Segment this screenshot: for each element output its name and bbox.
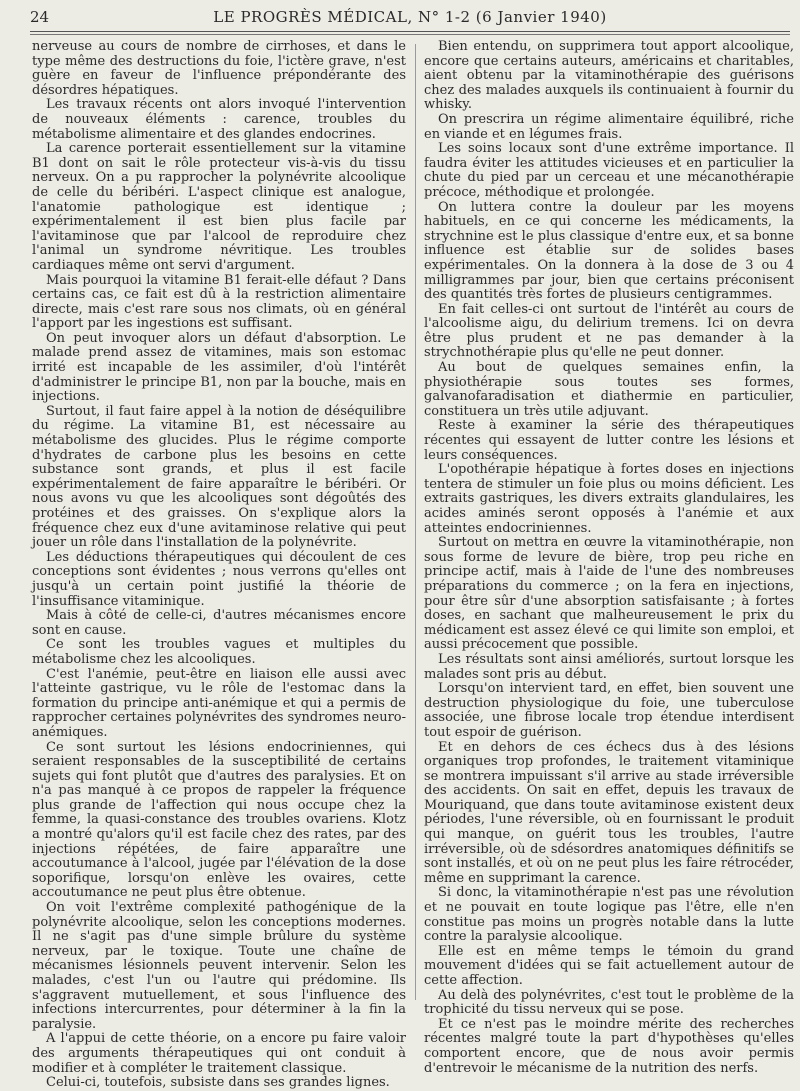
right-column bbox=[424, 39, 794, 1076]
paragraph: On peut invoquer alors un défaut d'absorption. Le malade prend assez de vitamines, mais son estomac irrité est incapable de les assimiler, d'où l'intérêt d'administrer le principe B1, non par la bouche, mais en injections. bbox=[32, 330, 406, 405]
paragraph: Ce sont surtout les lésions endocriniennes, qui seraient responsables de la susceptibilité de certains sujets qui font plutôt que d'autres des paralysies. Et on n'a pas manqué à ce propos de rappeler la fréquence plus grande de l'affection qui nous occupe chez la femme, la quasi-constance des troubles ovariens. Klotz a montré qu'alors qu'il est facile chez des rates, par des injections répétées, de faire apparaître une accoutumance à l'alcool, jugée par l'élévation de la dose soporifique, lorsqu'on enlève les ovaires, cette accoutumance ne peut plus être obtenue. bbox=[32, 739, 406, 901]
column-divider bbox=[415, 44, 416, 1000]
paragraph: On voit l'extrême complexité pathogénique de la polynévrite alcoolique, selon les conceptions modernes. Il ne s'agit pas d'une simple brûlure du système nerveux, par le toxique. Toute une chaîne de mécanismes lésionnels peuvent intervenir. Selon les malades, c'est l'un ou l'autre qui prédomine. Ils s'aggravent mutuellement, et sous l'influence des infections intercurrentes, pour déterminer à la fin la paralysie. bbox=[32, 900, 406, 1032]
running-header bbox=[30, 6, 790, 28]
paragraph: Si donc, la vitaminothérapie n'est pas une révolution et ne pouvait en toute logique pas l'être, elle n'en constitue pas moins un progrès notable dans la lutte contre la paralysie alcoolique. bbox=[424, 885, 794, 945]
header-rule bbox=[30, 31, 790, 32]
paragraph: Les déductions thérapeutiques qui découlent de ces conceptions sont évidentes ; nous verrons qu'elles ont jusqu'à un certain point justifié la théorie de l'insuffisance vitaminique. bbox=[32, 549, 406, 609]
paragraph: Surtout on mettra en œuvre la vitaminothérapie, non sous forme de levure de bière, trop peu riche en principe actif, mais à l'aide de l'une des nombreuses préparations du commerce ; on la fera en injections, pour être sûr d'une absorption satisfaisante ; à fortes doses, en sachant que malheureusement le prix du médicament est assez élevé ce qui limite son emploi, et aussi précocement que possible. bbox=[424, 535, 794, 653]
paragraph: Les travaux récents ont alors invoqué l'intervention de nouveaux éléments : carence, troubles du métabolisme alimentaire et des glandes endocrines. bbox=[32, 97, 406, 142]
paragraph: A l'appui de cette théorie, on a encore pu faire valoir des arguments thérapeutiques qui ont conduit à modifier et à compléter le traitement classique. bbox=[32, 1031, 406, 1076]
paragraph: Reste à examiner la série des thérapeutiques récentes qui essayent de lutter contre les lésions et leurs conséquences. bbox=[424, 418, 794, 463]
paragraph: Celui-ci, toutefois, subsiste dans ses grandes lignes. bbox=[46, 1075, 390, 1091]
paragraph: Bien entendu, on supprimera tout apport alcoolique, encore que certains auteurs, américains et charitables, aient obtenu par la vitaminothérapie des guérisons chez des malades auxquels ils continuaient à fournir du whisky. bbox=[424, 39, 794, 113]
journal-title: LE PROGRÈS MÉDICAL, N° 1-2 (6 Janvier 1940) bbox=[213, 8, 607, 26]
left-column bbox=[32, 39, 406, 1091]
paragraph: Et en dehors de ces échecs dus à des lésions organiques trop profondes, le traitement vitaminique se montrera impuissant s'il arrive au stade irréversible des accidents. On sait en effet, depuis les travaux de Mouriquand, que dans toute avitaminose existent deux périodes, l'une réversible, où en fournissant le produit qui manque, on guérit tous les troubles, l'autre irréversible, où de sdésordres anatomiques définitifs se sont installés, et où on ne peut plus les faire rétrocéder, même en supprimant la carence. bbox=[424, 739, 794, 886]
paragraph: En fait celles-ci ont surtout de l'intérêt au cours de l'alcoolisme aigu, du delirium tremens. Ici on devra être plus prudent et ne pas demander à la strychnothérapie plus qu'elle ne peut donner. bbox=[424, 301, 794, 361]
paragraph: Elle est en même temps le témoin du grand mouvement d'idées qui se fait actuellement autour de cette affection. bbox=[424, 943, 794, 988]
paragraph: Au bout de quelques semaines enfin, la physiothérapie sous toutes ses formes, galvanofaradisation et diathermie en particulier, constituera un très utile adjuvant. bbox=[424, 360, 794, 419]
paragraph: nerveuse au cours de nombre de cirrhoses, et dans le type même des destructions du foie, l'ictère grave, n'est guère en faveur de l'influence prépondérante des désordres hépatiques. bbox=[32, 39, 406, 98]
paragraph: On luttera contre la douleur par les moyens habituels, en ce qui concerne les médicaments, la strychnine est le plus classique d'entre eux, et sa bonne influence est établie sur de solides bases expérimentales. On la donnera à la dose de 3 ou 4 milligrammes par jour, bien que certains préconisent des quantités très fortes de plusieurs centigrammes. bbox=[424, 199, 794, 303]
header-rule-thin bbox=[30, 34, 790, 35]
paragraph: Mais pourquoi la vitamine B1 ferait-elle défaut ? Dans certains cas, ce fait est dû à la restriction alimentaire directe, mais c'est rare sous nos climats, où en général l'apport par les ingestions est suffisant. bbox=[32, 272, 406, 332]
paragraph: C'est l'anémie, peut-être en liaison elle aussi avec l'atteinte gastrique, vu le rôle de l'estomac dans la formation du principe anti-anémique et qui a permis de rapprocher certaines polynévrites des syndromes neuro-anémiques. bbox=[32, 666, 406, 740]
paragraph: La carence porterait essentiellement sur la vitamine B1 dont on sait le rôle protecteur vis-à-vis du tissu nerveux. On a pu rapprocher la polynévrite alcoolique de celle du béribéri. L'aspect clinique est analogue, l'anatomie pathologique est identique ; expérimentalement il est bien plus facile par l'avitaminose que par l'alcool de reproduire chez l'animal un syndrome névritique. Les troubles cardiaques même ont servi d'argument. bbox=[32, 141, 406, 273]
paragraph: Les soins locaux sont d'une extrême importance. Il faudra éviter les attitudes vicieuses et en particulier la chute du pied par un cerceau et une mécanothérapie précoce, méthodique et prolongée. bbox=[424, 141, 794, 200]
paragraph: Ce sont les troubles vagues et multiples du métabolisme chez les alcooliques. bbox=[32, 637, 406, 667]
paragraph: L'opothérapie hépatique à fortes doses en injections tentera de stimuler un foie plus ou moins déficient. Les extraits gastriques, les divers extraits glandulaires, les acides aminés seront opposés à l'anémie et aux atteintes endocriniennes. bbox=[424, 462, 794, 536]
paragraph: Surtout, il faut faire appel à la notion de déséquilibre du régime. La vitamine B1, est nécessaire au métabolisme des glucides. Plus le régime comporte d'hydrates de carbone plus les besoins en cette substance sont grands, et plus il est facile expérimentalement de faire apparaître le béribéri. Or nous avons vu que les alcooliques sont dégoûtés des protéines et des graisses. On s'explique alors la fréquence chez eux d'une avitaminose relative qui peut jouer un rôle dans l'installation de la polynévrite. bbox=[32, 403, 406, 551]
paragraph: Et ce n'est pas le moindre mérite des recherches récentes malgré toute la part d'hypothèses qu'elles comportent encore, que de nous avoir permis d'entrevoir le mécanisme de la nutrition des nerfs. bbox=[424, 1016, 794, 1076]
paragraph: Au delà des polynévrites, c'est tout le problème de la trophicité du tissu nerveux qui se pose. bbox=[424, 987, 794, 1018]
paragraph: Les résultats sont ainsi améliorés, surtout lorsque les malades sont pris au début. bbox=[424, 651, 794, 682]
paragraph: On prescrira un régime alimentaire équilibré, riche en viande et en légumes frais. bbox=[424, 111, 794, 142]
paragraph: Lorsqu'on intervient tard, en effet, bien souvent une destruction physiologique du foie, une tuberculose associée, une fibrose locale trop étendue interdisent tout espoir de guérison. bbox=[424, 681, 794, 740]
paragraph: Mais à côté de celle-ci, d'autres mécanismes encore sont en cause. bbox=[32, 608, 406, 638]
page-number: 24 bbox=[30, 8, 50, 26]
